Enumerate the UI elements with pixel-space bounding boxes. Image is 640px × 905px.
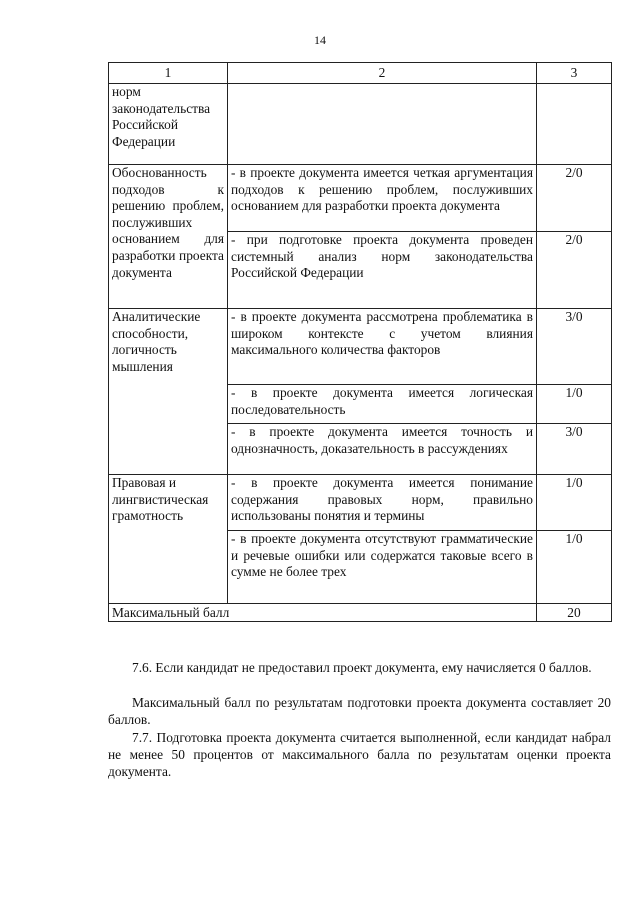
paragraph-max-score: Максимальный балл по результатам подготовки проекта документа составляет 20 баллов. [108, 695, 611, 727]
paragraph-7-7: 7.7. Подготовка проекта документа считается выполненной, если кандидат набрал не менее 50 процентов от максимального балла по результатам оценки проекта документа. [108, 730, 611, 779]
criterion-literacy: Правовая и лингвистическая грамотность [109, 475, 228, 604]
header-col-2: 2 [228, 63, 537, 84]
indicator-text: - в проекте документа имеется логическая последовательность [228, 385, 537, 424]
empty-cell [228, 84, 537, 165]
indicator-score: 3/0 [537, 309, 612, 385]
table-row [109, 309, 612, 385]
indicator-score: 1/0 [537, 531, 612, 604]
criterion-justification: Обоснованность подходов к решению проблем, послуживших основанием для разработки проекта документа [109, 165, 228, 309]
header-col-3: 3 [537, 63, 612, 84]
criterion-analytical: Аналитические способности, логичность мышления [109, 309, 228, 475]
indicator-score: 2/0 [537, 232, 612, 309]
indicator-text: - при подготовке проекта документа проведен системный анализ норм законодательства Российской Федерации [228, 232, 537, 309]
empty-cell [537, 84, 612, 165]
criterion-continued: норм законодательства Российской Федерации [109, 84, 228, 165]
evaluation-table [108, 62, 612, 622]
indicator-text: - в проекте документа имеется понимание содержания правовых норм, правильно использованы понятия и термины [228, 475, 537, 531]
indicator-text: - в проекте документа имеется четкая аргументация подходов к решению проблем, послуживших основанием для разработки проекта документа [228, 165, 537, 232]
table-total-row [109, 604, 612, 622]
indicator-text: - в проекте документа отсутствуют грамматические и речевые ошибки или содержатся таковые всего в сумме не более трех [228, 531, 537, 604]
indicator-score: 1/0 [537, 475, 612, 531]
indicator-text: - в проекте документа рассмотрена проблематика в широком контексте с учетом влияния максимального количества факторов [228, 309, 537, 385]
table-row [109, 165, 612, 232]
indicator-score: 1/0 [537, 385, 612, 424]
table-row [109, 84, 612, 165]
max-score-label: Максимальный балл [109, 604, 537, 622]
header-col-1: 1 [109, 63, 228, 84]
indicator-score: 2/0 [537, 165, 612, 232]
max-score-value: 20 [537, 604, 612, 622]
paragraph-7-6: 7.6. Если кандидат не предоставил проект документа, ему начисляется 0 баллов. [132, 660, 592, 675]
table-header-row [109, 63, 612, 84]
indicator-score: 3/0 [537, 424, 612, 475]
table-row [109, 475, 612, 531]
indicator-text: - в проекте документа имеется точность и однозначность, доказательность в рассуждениях [228, 424, 537, 475]
page-number: 14 [314, 33, 326, 47]
